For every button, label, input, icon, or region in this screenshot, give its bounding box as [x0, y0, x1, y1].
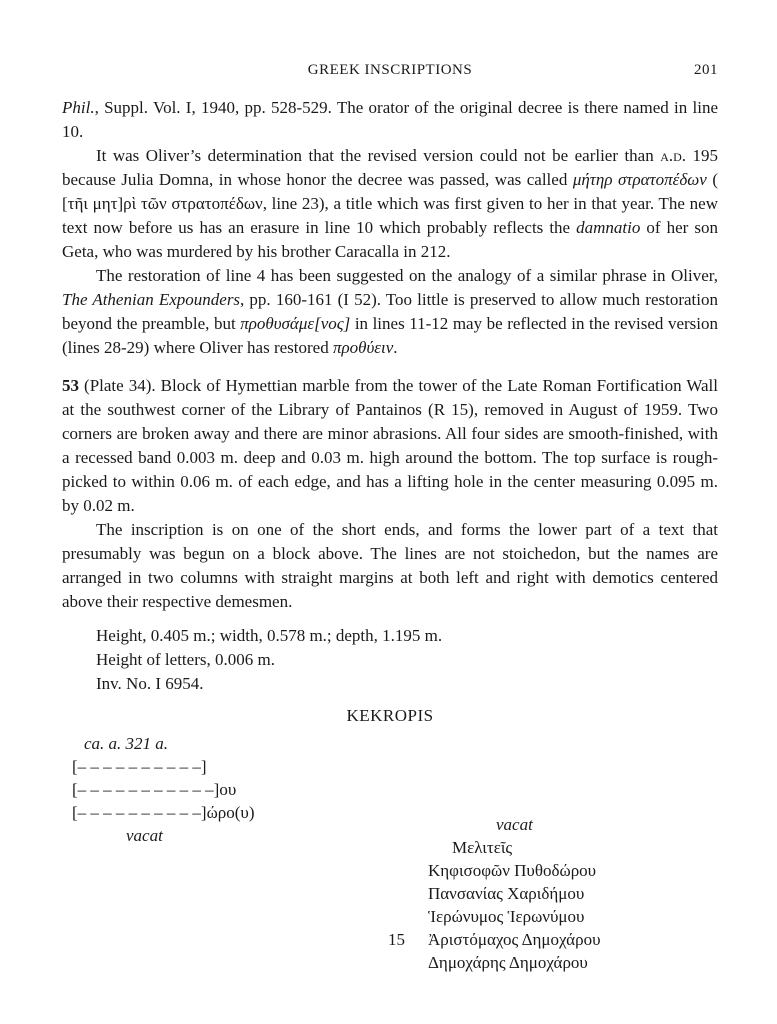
line-number: 15 [388, 930, 405, 949]
book-title: The Athenian Expounders [62, 290, 241, 309]
running-header [62, 62, 718, 84]
name-line: Κηφισοφῶν Πυθοδώρου [428, 861, 597, 880]
era-abbrev: a.d. [660, 146, 687, 165]
name-line: Ἱερώνυμος Ἱερωνύμου [428, 907, 585, 926]
running-title: GREEK INSCRIPTIONS [307, 62, 473, 78]
tribe-heading: KEKROPIS [346, 706, 434, 725]
demotic: Μελιτεῖς [452, 838, 513, 857]
name-line: Δημοχάρης Δημοχάρου [428, 953, 588, 972]
name-line: Πανσανίας Χαριδήμου [428, 884, 585, 903]
greek-title: μήτηρ στρατοπέδων [572, 170, 707, 189]
greek-word-2: προθύειν [332, 338, 394, 357]
page-number: 201 [694, 62, 718, 78]
paragraph-2: It was Oliver’s determination that the revised version could not be earlier than a.d. 195 because Julia Domna, in whose honor the decree was passed, was called μήτηρ στρατοπέδων ( [τῆι μητ]ρὶ τῶν στρατοπέδων, line 23), a title which was first given to her in that year. The new text now before us has an erasure in line 10 which probably reflects the damnatio of her son Geta, who was murdered by his brother Caracalla in 212. [62, 146, 719, 261]
entry-53: 53 (Plate 34). Block of Hymettian marble from the tower of the Late Roman Fortification Wall at the southwest corner of the Library of Pantainos (R 15), removed in August of 1959. Two corners are broken away and there are minor abrasions. All four sides are smooth-finished, with a recessed band 0.003 m. deep and 0.03 m. high around the bottom. The top surface is rough-picked to within 0.06 m. of each edge, and has a lifting hole in the center measuring 0.095 m. by 0.02 m. [62, 376, 718, 515]
specifications [96, 624, 718, 696]
greek-word-1: προθυσάμε[νος] [240, 314, 351, 333]
name-line-numbered: 15 Ἀριστόμαχος Δημοχάρου [388, 930, 601, 949]
inventory-number: Inv. No. I 6954. [96, 674, 204, 693]
dimensions: Height, 0.405 m.; width, 0.578 m.; depth, 1.195 m. [96, 626, 443, 645]
paragraph-1: Phil., Suppl. Vol. I, 1940, pp. 528-529. The orator of the original decree is there named in line 10. [62, 98, 718, 141]
inscription-left-column [72, 755, 254, 847]
paragraph-3: The restoration of line 4 has been suggested on the analogy of a similar phrase in Oliver, The Athenian Expounders, pp. 160-161 (I 52). Too little is preserved to allow much restoration beyond the preamble, but προθυσάμε[νος] in lines 11-12 may be reflected in the revised version (lines 28-29) where Oliver has restored προθύειν. [62, 266, 718, 357]
paragraph-5: The inscription is on one of the short ends, and forms the lower part of a text that presumably was begun on a block above. The lines are not stoichedon, but the names are arranged in two columns with straight margins at both left and right with demotics centered above their respective demesmen. [62, 520, 718, 611]
journal-abbrev: Phil. [62, 98, 95, 117]
inscription-line: [– – – – – – – – – –] [72, 757, 207, 776]
inscription-line: [– – – – – – – – – –]ώρο(υ) [72, 803, 255, 822]
latin-term: damnatio [576, 218, 641, 237]
letter-height: Height of letters, 0.006 m. [96, 650, 275, 669]
inscription-line: [– – – – – – – – – – –]ου [72, 780, 237, 799]
inscription-date: ca. a. 321 a. [84, 734, 169, 753]
inscription-right-column [388, 813, 600, 974]
vacat-right: vacat [496, 815, 533, 834]
vacat-left: vacat [126, 826, 163, 845]
entry-number: 53 [62, 376, 79, 395]
body-text [62, 96, 718, 756]
